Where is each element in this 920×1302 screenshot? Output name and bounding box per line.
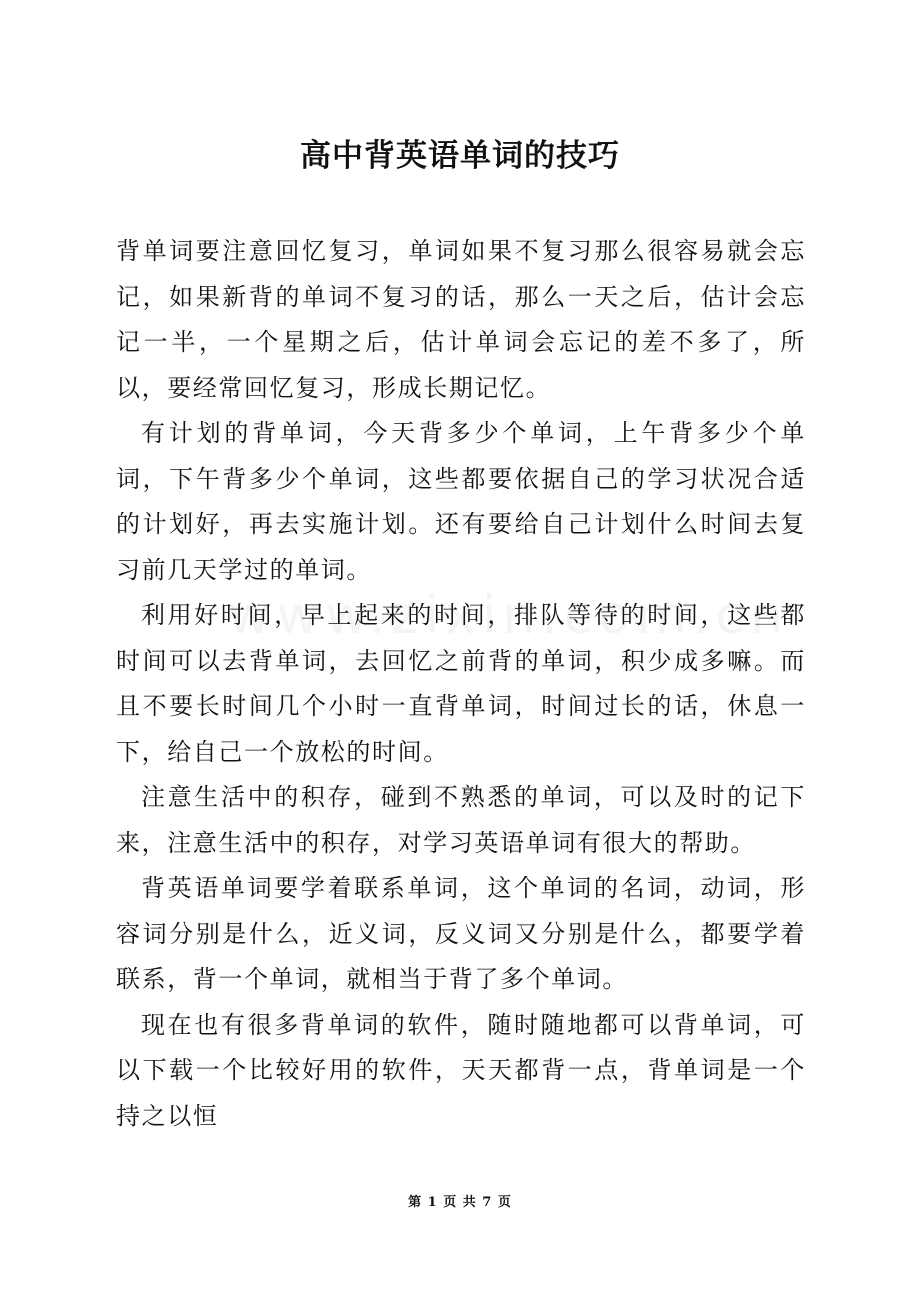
paragraph-1: 背单词要注意回忆复习，单词如果不复习那么很容易就会忘记，如果新背的单词不复习的话，那么一天之后，估计会忘记一半，一个星期之后，估计单词会忘记的差不多了，所以，要经常回忆复习，形成长期记忆。 bbox=[116, 237, 806, 402]
page-title: 高中背英语单词的技巧 bbox=[300, 138, 620, 174]
paragraph-5: 背英语单词要学着联系单词，这个单词的名词，动词，形容词分别是什么，近义词，反义词又分别是什么，都要学着联系，背一个单词，就相当于背了多个单词。 bbox=[116, 874, 806, 993]
paragraph-2: 有计划的背单词，今天背多少个单词，上午背多少个单词，下午背多少个单词，这些都要依据自己的学习状况合适的计划好，再去实施计划。还有要给自己计划什么时间去复习前几天学过的单词。 bbox=[116, 419, 806, 584]
paragraph-6: 现在也有很多背单词的软件，随时随地都可以背单词，可以下载一个比较好用的软件，天天都背一点，背单词是一个持之以恒 bbox=[116, 1010, 806, 1130]
page-footer: 第 1 页 共 7 页 bbox=[408, 1195, 512, 1210]
paragraph-3: 利用好时间，早上起来的时间，排队等待的时间，这些都时间可以去背单词，去回忆之前背的单词，积少成多嘛。而且不要长时间几个小时一直背单词，时间过长的话，休息一下，给自己一个放松的时间。 bbox=[116, 601, 806, 766]
paragraph-4: 注意生活中的积存，碰到不熟悉的单词，可以及时的记下来，注意生活中的积存，对学习英语单词有很大的帮助。 bbox=[116, 783, 806, 857]
document-body bbox=[116, 229, 806, 1139]
